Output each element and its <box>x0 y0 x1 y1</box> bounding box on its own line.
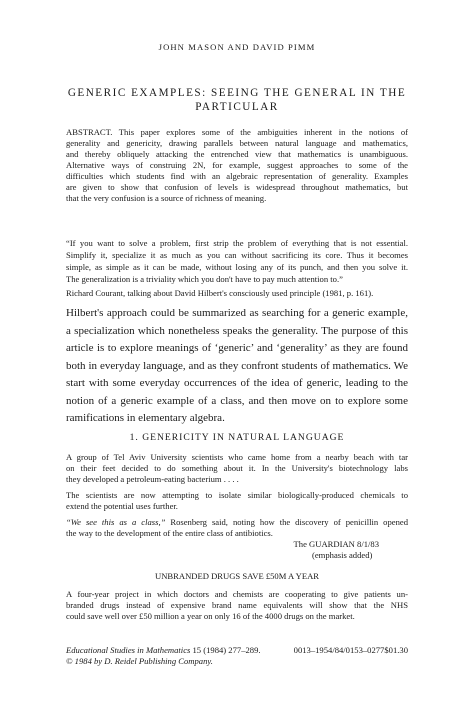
intro-line: Hilbert's approach could be summarized as searching for a generic example, <box>66 307 408 319</box>
intro-line: start with some everyday occurrences of the idea of generic, leading to the <box>66 377 408 389</box>
news-line: could save well over £50 million a year on only 16 of the 4000 drugs on the market. <box>66 611 355 621</box>
abstract-line: Alternative ways of construing 2N, for example, suggest approaches to some of the <box>66 160 408 170</box>
abstract-line: are given to show that confusion of levels is widespread throughout mathematics, but <box>66 182 408 192</box>
news-line: branded drugs instead of expensive brand name equivalents will show that the NHS <box>66 600 408 610</box>
abstract-line: ABSTRACT. This paper explores some of the ambiguities inherent in the notions of <box>66 127 408 137</box>
news-headline: UNBRANDED DRUGS SAVE £50M A YEAR <box>154 571 320 581</box>
intro-line: article is to explore meanings of ‘generic’ and ‘generality’ as they are found <box>66 342 408 354</box>
epigraph-attribution: Richard Courant, talking about David Hilbert's consciously used principle (1981, p. 161). <box>66 288 374 298</box>
abstract-line: and thereby obliquely attacking the entrenched view that mathematics is unambiguous. <box>66 149 408 159</box>
news-source: The GUARDIAN 8/1/83 <box>293 539 379 549</box>
epigraph-line: “If you want to solve a problem, first strip the problem of everything that is not essential. <box>66 238 408 248</box>
news-line: The scientists are now attempting to isolate similar biologically-produced chemicals to <box>66 490 408 500</box>
paper-title-line-2: PARTICULAR <box>195 101 279 113</box>
epigraph-line: Simplify it, specialize it as much as you can without sacrificing its core. Thus it becomes <box>66 250 408 260</box>
abstract-line: generality and genericity, drawing parallels between natural language and mathematics, <box>66 138 408 148</box>
epigraph-line: simple, as simple as it can be made, without losing any of its punch, and then you solve it. <box>66 262 408 272</box>
intro-line: notion of a generic example of a class, and then move on to explore some <box>66 395 408 407</box>
news-line: extend the potential uses further. <box>66 501 178 511</box>
news-source-note: (emphasis added) <box>312 550 373 560</box>
section-heading: 1. GENERICITY IN NATURAL LANGUAGE <box>129 432 345 443</box>
news-line: they developed a petroleum-eating bacterium . . . . <box>66 474 239 484</box>
copyright: © 1984 by D. Reidel Publishing Company. <box>66 656 213 666</box>
news-line: on their feet decided to do something about it. In the University's biotechnology labs <box>66 463 408 473</box>
news-line: “We see this as a class,” Rosenberg said, noting how the discovery of penicillin opened <box>66 517 408 527</box>
epigraph-line: The generalization is a triviality which you don't have to pay much attention to.” <box>66 274 343 284</box>
news-line: A group of Tel Aviv University scientists who came home from a nearby beach with tar <box>66 452 408 462</box>
abstract-line: difficulties which students find with an algebraic representation of generality. Examples <box>66 171 408 181</box>
abstract-line: that the very confusion is a source of richness of meaning. <box>66 193 267 203</box>
news-line: the way to the development of the entire class of antibiotics. <box>66 528 273 538</box>
intro-line: a specialization which nonetheless speaks the generality. The purpose of this <box>66 325 408 337</box>
emphasized-quote: “We see this as a class,” <box>66 517 166 527</box>
intro-line: ramifications in elementary algebra. <box>66 412 225 424</box>
paper-title-line-1: GENERIC EXAMPLES: SEEING THE GENERAL IN THE <box>67 87 407 99</box>
article-code: 0013–1954/84/0153–0277$01.30 <box>293 645 408 655</box>
journal-name: Educational Studies in Mathematics <box>66 645 191 655</box>
journal-citation: Educational Studies in Mathematics 15 (1984) 277–289. <box>66 645 261 655</box>
authors: JOHN MASON AND DAVID PIMM <box>158 42 316 52</box>
news-line: A four-year project in which doctors and chemists are cooperating to give patients un- <box>66 589 408 599</box>
intro-line: both in everyday language, and as they confront students of mathematics. We <box>66 360 408 372</box>
